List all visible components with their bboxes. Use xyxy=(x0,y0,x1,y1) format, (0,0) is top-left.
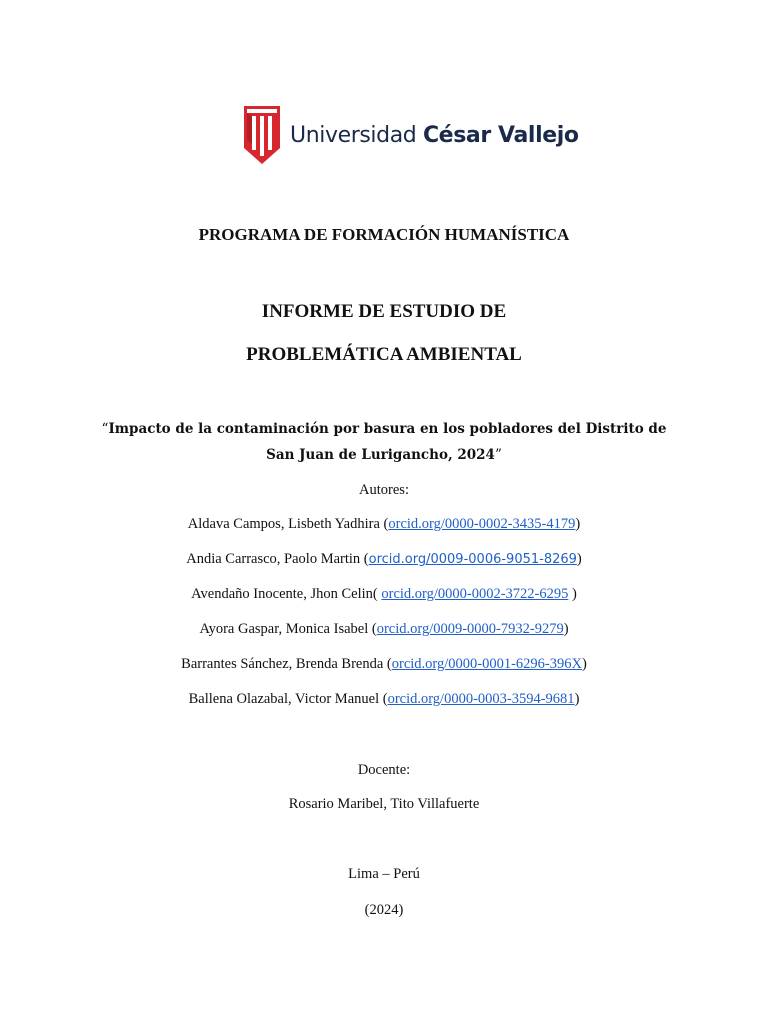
author-line xyxy=(0,621,768,638)
orcid-link[interactable]: orcid.org/0000-0002-3435-4179 xyxy=(388,516,576,532)
place: Lima – Perú xyxy=(348,866,420,882)
open-quote: “ xyxy=(101,421,109,437)
program-title: PROGRAMA DE FORMACIÓN HUMANÍSTICA xyxy=(198,225,570,244)
author-close: ) xyxy=(574,691,580,707)
author-line xyxy=(0,691,768,708)
university-name-regular: Universidad xyxy=(290,122,423,148)
author-close: ) xyxy=(568,586,577,602)
author-line xyxy=(0,551,768,568)
author-close: ) xyxy=(563,621,569,637)
university-name-bold: César Vallejo xyxy=(422,122,579,148)
authors-label: Autores: xyxy=(359,482,409,498)
author-name: Andia Carrasco, Paolo Martin ( xyxy=(186,551,369,567)
author-name: Aldava Campos, Lisbeth Yadhira ( xyxy=(187,516,389,532)
orcid-link[interactable]: orcid.org/0000-0003-3594-9681 xyxy=(387,691,575,707)
author-close: ) xyxy=(576,551,582,567)
year: (2024) xyxy=(364,902,404,918)
author-close: ) xyxy=(581,656,587,672)
close-quote: ” xyxy=(494,447,502,463)
subtitle-text-2: San Juan de Lurigancho, 2024 xyxy=(266,447,495,463)
university-logo xyxy=(244,104,579,166)
author-name: Ayora Gaspar, Monica Isabel ( xyxy=(199,621,377,637)
orcid-link[interactable]: orcid.org/0000-0001-6296-396X xyxy=(391,656,582,672)
report-title-line-1: INFORME DE ESTUDIO DE xyxy=(261,301,507,322)
author-close: ) xyxy=(575,516,581,532)
orcid-link[interactable]: orcid.org/0009-0000-7932-9279 xyxy=(376,621,564,637)
author-name: Avendaño Inocente, Jhon Celin( xyxy=(191,586,382,602)
author-line xyxy=(0,516,768,533)
ucv-shield-icon xyxy=(244,104,280,166)
author-line xyxy=(0,586,768,603)
report-title-line-2: PROBLEMÁTICA AMBIENTAL xyxy=(246,344,522,365)
teacher-label: Docente: xyxy=(357,762,411,778)
report-subtitle-line-2 xyxy=(0,447,768,463)
report-subtitle-line-1 xyxy=(0,421,768,437)
orcid-link[interactable]: orcid.org/0000-0002-3722-6295 xyxy=(381,586,569,602)
teacher-name: Rosario Maribel, Tito Villafuerte xyxy=(288,796,480,812)
author-line xyxy=(0,656,768,673)
subtitle-text-1: Impacto de la contaminación por basura en los pobladores del Distrito de xyxy=(108,421,667,437)
author-name: Ballena Olazabal, Victor Manuel ( xyxy=(188,691,388,707)
orcid-link[interactable]: orcid.org/0009-0006-9051-8269 xyxy=(368,552,577,567)
university-name xyxy=(290,123,579,148)
author-name: Barrantes Sánchez, Brenda Brenda ( xyxy=(181,656,392,672)
